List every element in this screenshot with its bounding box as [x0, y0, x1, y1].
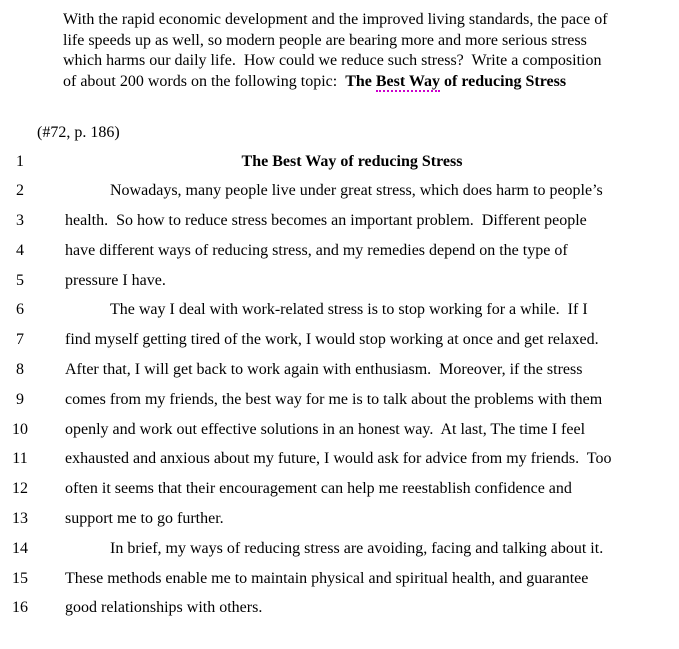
reference-number: (#72, p. 186)	[37, 124, 120, 141]
line-number: 16	[12, 599, 28, 617]
prompt-line-1: With the rapid economic development and the improved living standards, the pace of	[63, 11, 608, 28]
prompt-paragraph	[63, 10, 679, 92]
line-number: 8	[16, 361, 24, 379]
essay-body	[0, 147, 679, 624]
essay-line-4	[0, 236, 679, 266]
essay-line-14	[0, 534, 679, 564]
essay-line-9	[0, 385, 679, 415]
line-number: 10	[12, 420, 28, 438]
essay-line-text: often it seems that their encouragement can help me reestablish confidence and	[65, 480, 572, 498]
line-number: 4	[16, 241, 24, 259]
line-number: 13	[12, 510, 28, 528]
essay-line-5	[0, 266, 679, 296]
essay-document	[0, 10, 679, 649]
spellcheck-underline: Best Way	[375, 72, 441, 90]
essay-line-16	[0, 593, 679, 623]
essay-line-text: support me to go further.	[65, 510, 224, 528]
line-number: 1	[16, 152, 24, 170]
line-number: 9	[16, 390, 24, 408]
line-number: 11	[12, 450, 28, 468]
essay-line-text: pressure I have.	[65, 271, 166, 289]
essay-line-text: openly and work out effective solutions in an honest way. At last, The time I feel	[65, 420, 586, 438]
essay-line-2	[0, 176, 679, 206]
essay-line-text: have different ways of reducing stress, and my remedies depend on the type of	[65, 241, 568, 259]
essay-line-text: health. So how to reduce stress becomes an important problem. Different people	[65, 212, 587, 230]
essay-line-text: find myself getting tired of the work, I would stop working at once and get relaxed.	[65, 331, 599, 349]
essay-line-text: After that, I will get back to work again with enthusiasm. Moreover, if the stress	[65, 361, 583, 379]
essay-line-text: In brief, my ways of reducing stress are avoiding, facing and talking about it.	[110, 539, 604, 557]
essay-line-12	[0, 474, 679, 504]
essay-line-text: Nowadays, many people live under great stress, which does harm to people’s	[110, 182, 603, 200]
line-number: 6	[16, 301, 24, 319]
line-number: 3	[16, 212, 24, 230]
essay-title: The Best Way of reducing Stress	[241, 152, 463, 170]
line-number: 15	[12, 569, 28, 587]
essay-line-text: exhausted and anxious about my future, I would ask for advice from my friends. Too	[65, 450, 612, 468]
line-number: 14	[12, 539, 28, 557]
essay-line-text: The way I deal with work-related stress is to stop working for a while. If I	[110, 301, 588, 319]
essay-line-text: comes from my friends, the best way for me is to talk about the problems with them	[65, 390, 603, 408]
essay-line-11	[0, 444, 679, 474]
essay-line-text: These methods enable me to maintain physical and spiritual health, and guarantee	[65, 569, 589, 587]
prompt-line-4-text: of about 200 words on the following topic:	[63, 72, 346, 90]
essay-line-15	[0, 564, 679, 594]
essay-line-text: good relationships with others.	[65, 599, 263, 617]
essay-line-3	[0, 206, 679, 236]
prompt-line-4	[63, 72, 679, 93]
topic-title-post: of reducing Stress	[440, 72, 567, 90]
topic-title-pre: The	[345, 72, 376, 90]
essay-line-13	[0, 504, 679, 534]
essay-line-1	[0, 147, 679, 177]
essay-line-6	[0, 295, 679, 325]
line-number: 12	[12, 480, 28, 498]
essay-line-7	[0, 325, 679, 355]
prompt-line-2: life speeds up as well, so modern people are bearing more and more serious stress	[63, 31, 587, 49]
essay-line-8	[0, 355, 679, 385]
prompt-line-3: which harms our daily life. How could we reduce such stress? Write a composition	[63, 52, 602, 69]
line-number: 2	[16, 182, 24, 200]
line-number: 7	[16, 331, 24, 349]
essay-line-10	[0, 415, 679, 445]
line-number: 5	[16, 271, 24, 289]
